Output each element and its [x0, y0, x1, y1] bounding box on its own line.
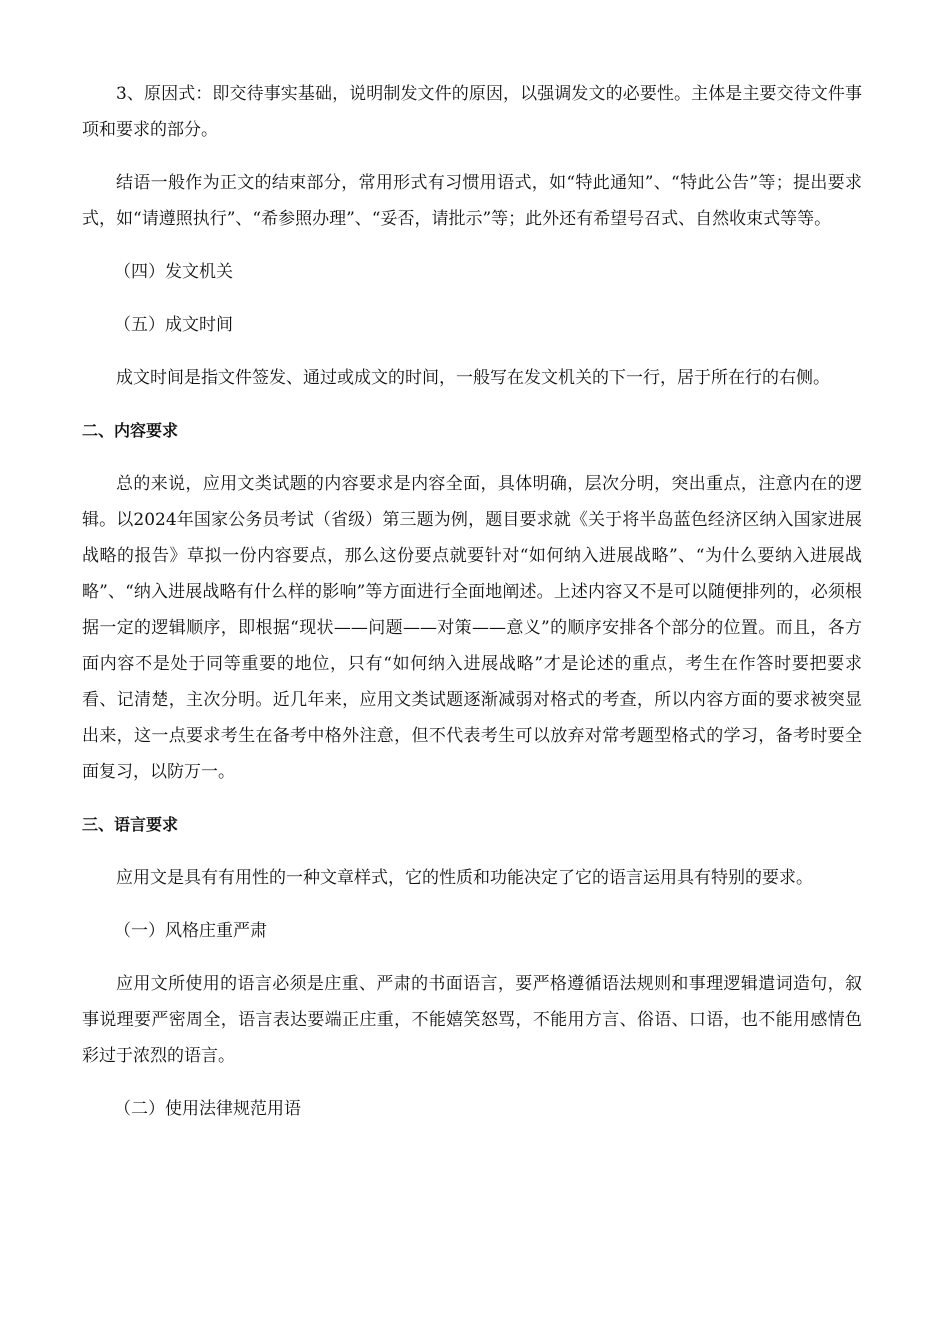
paragraph-conclusion: 结语一般作为正文的结束部分，常用形式有习惯用语式，如“特此通知”、“特此公告”等；提出要求式，如“请遵照执行”、“希参照办理”、“妥否，请批示”等；此外还有希望号召式、自然收束式等等。	[82, 173, 862, 229]
subheading-issuing-authority: （四）发文机关	[114, 262, 233, 282]
paragraph-reason-style: 3、原因式：即交待事实基础，说明制发文件的原因，以强调发文的必要性。主体是主要交待文件事项和要求的部分。	[82, 84, 862, 140]
section-heading-language-requirements: 三、语言要求	[82, 815, 179, 834]
subheading-solemn-style: （一）风格庄重严肃	[114, 921, 267, 941]
document-page	[82, 76, 862, 1144]
paragraph-content-requirements: 总的来说，应用文类试题的内容要求是内容全面，具体明确，层次分明，突出重点，注意内在的逻辑。以2024年国家公务员考试（省级）第三题为例，题目要求就《关于将半岛蓝色经济区纳入国家进展战略的报告》草拟一份内容要点，那么这份要点就要针对“如何纳入进展战略”、“为什么要纳入进展战略”、“纳入进展战略有什么样的影响”等方面进行全面地阐述。上述内容又不是可以随便排列的，必须根据一定的逻辑顺序，即根据“现状——问题——对策——意义”的顺序安排各个部分的位置。而且，各方面内容不是处于同等重要的地位，只有“如何纳入进展战略”才是论述的重点，考生在作答时要把要求看、记清楚，主次分明。近几年来，应用文类试题逐渐减弱对格式的考查，所以内容方面的要求被突显出来，这一点要求考生在备考中格外注意，但不代表考生可以放弃对常考题型格式的学习，备考时要全面复习，以防万一。	[82, 474, 862, 782]
subheading-issue-date: （五）成文时间	[114, 315, 233, 335]
paragraph-language-intro: 应用文是具有有用性的一种文章样式，它的性质和功能决定了它的语言运用具有特别的要求。	[116, 868, 813, 888]
section-heading-content-requirements: 二、内容要求	[82, 421, 179, 440]
paragraph-solemn-style: 应用文所使用的语言必须是庄重、严肃的书面语言，要严格遵循语法规则和事理逻辑遣词造句，叙事说理要严密周全，语言表达要端正庄重，不能嬉笑怒骂，不能用方言、俗语、口语，也不能用感情色彩过于浓烈的语言。	[82, 974, 862, 1066]
paragraph-issue-date: 成文时间是指文件签发、通过或成文的时间，一般写在发文机关的下一行，居于所在行的右侧。	[116, 368, 830, 388]
subheading-legal-terms: （二）使用法律规范用语	[114, 1099, 301, 1119]
